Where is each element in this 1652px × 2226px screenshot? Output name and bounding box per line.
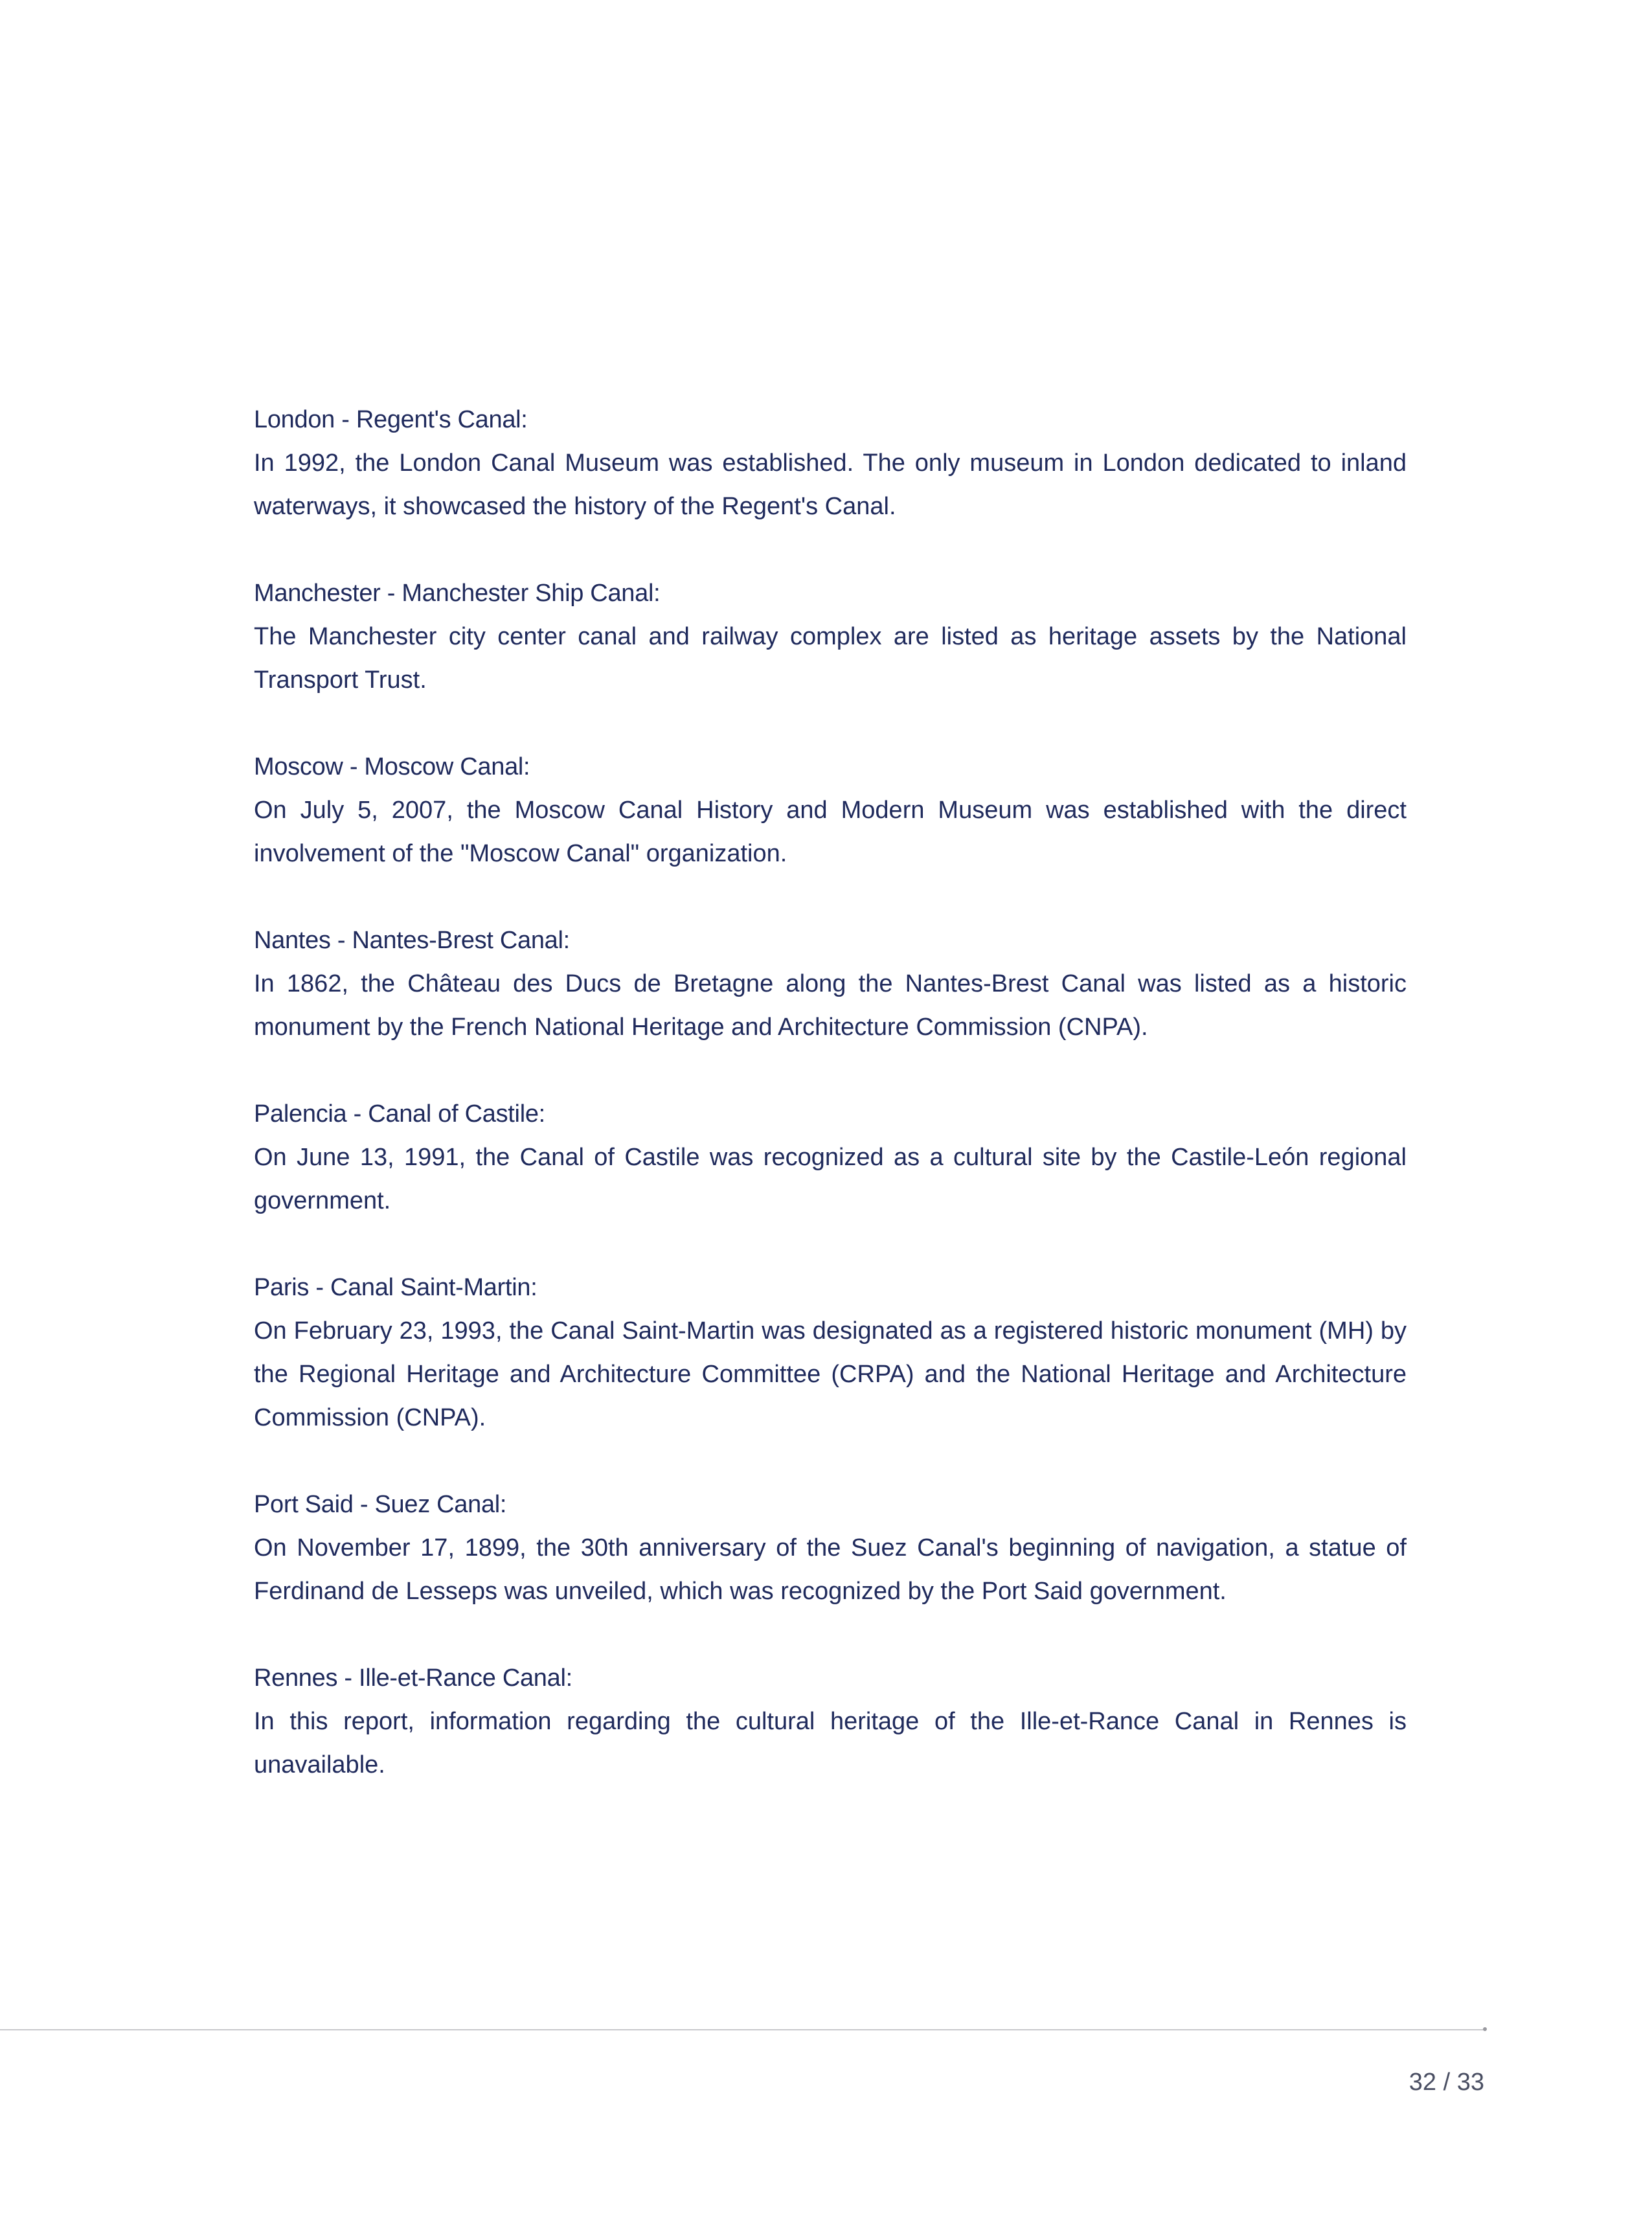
entry-title: London - Regent's Canal:: [254, 406, 528, 433]
entry-palencia: [254, 1093, 1407, 1223]
entry-body: In this report, information regarding the cultural heritage of the Ille-et-Rance Canal in Rennes is unavailable.: [254, 1708, 1407, 1778]
entry-title: Port Said - Suez Canal:: [254, 1491, 507, 1518]
entry-title: Rennes - Ille-et-Rance Canal:: [254, 1664, 572, 1692]
entry-body: The Manchester city center canal and railway complex are listed as heritage assets by the National Transport Trust.: [254, 623, 1407, 694]
entry-nantes: [254, 919, 1407, 1049]
entry-title: Manchester - Manchester Ship Canal:: [254, 580, 661, 607]
entry-body: On July 5, 2007, the Moscow Canal History and Modern Museum was established with the direct involvement of the "Moscow Canal" organization.: [254, 797, 1407, 867]
footer-divider: [0, 2029, 1484, 2030]
entry-manchester: [254, 572, 1407, 702]
entry-port-said: [254, 1483, 1407, 1613]
entry-body: On November 17, 1899, the 30th anniversary of the Suez Canal's beginning of navigation, a statue of Ferdinand de Lesseps was unveiled, which was recognized by the Port Said government.: [254, 1534, 1407, 1605]
entry-title: Nantes - Nantes-Brest Canal:: [254, 927, 570, 954]
entry-body: In 1992, the London Canal Museum was established. The only museum in London dedicated to inland waterways, it showcased the history of the Regent's Canal.: [254, 449, 1407, 520]
entry-body: On June 13, 1991, the Canal of Castile was recognized as a cultural site by the Castile-León regional government.: [254, 1144, 1407, 1214]
entry-moscow: [254, 745, 1407, 876]
entry-london: [254, 398, 1407, 528]
entry-rennes: [254, 1657, 1407, 1787]
entry-title: Palencia - Canal of Castile:: [254, 1100, 545, 1128]
page-number: 32 / 33: [1409, 2069, 1484, 2096]
entry-title: Paris - Canal Saint-Martin:: [254, 1274, 537, 1301]
entry-body: On February 23, 1993, the Canal Saint-Martin was designated as a registered historic monument (MH) by the Regional Heritage and Architecture Committee (CRPA) and the National Heritage and Architecture Commission (CNPA).: [254, 1317, 1407, 1431]
entry-title: Moscow - Moscow Canal:: [254, 753, 530, 780]
document-body: [254, 398, 1407, 1830]
footer-divider-dot: [1483, 2027, 1487, 2031]
entry-paris: [254, 1266, 1407, 1440]
entry-body: In 1862, the Château des Ducs de Bretagne along the Nantes-Brest Canal was listed as a historic monument by the French National Heritage and Architecture Commission (CNPA).: [254, 970, 1407, 1041]
